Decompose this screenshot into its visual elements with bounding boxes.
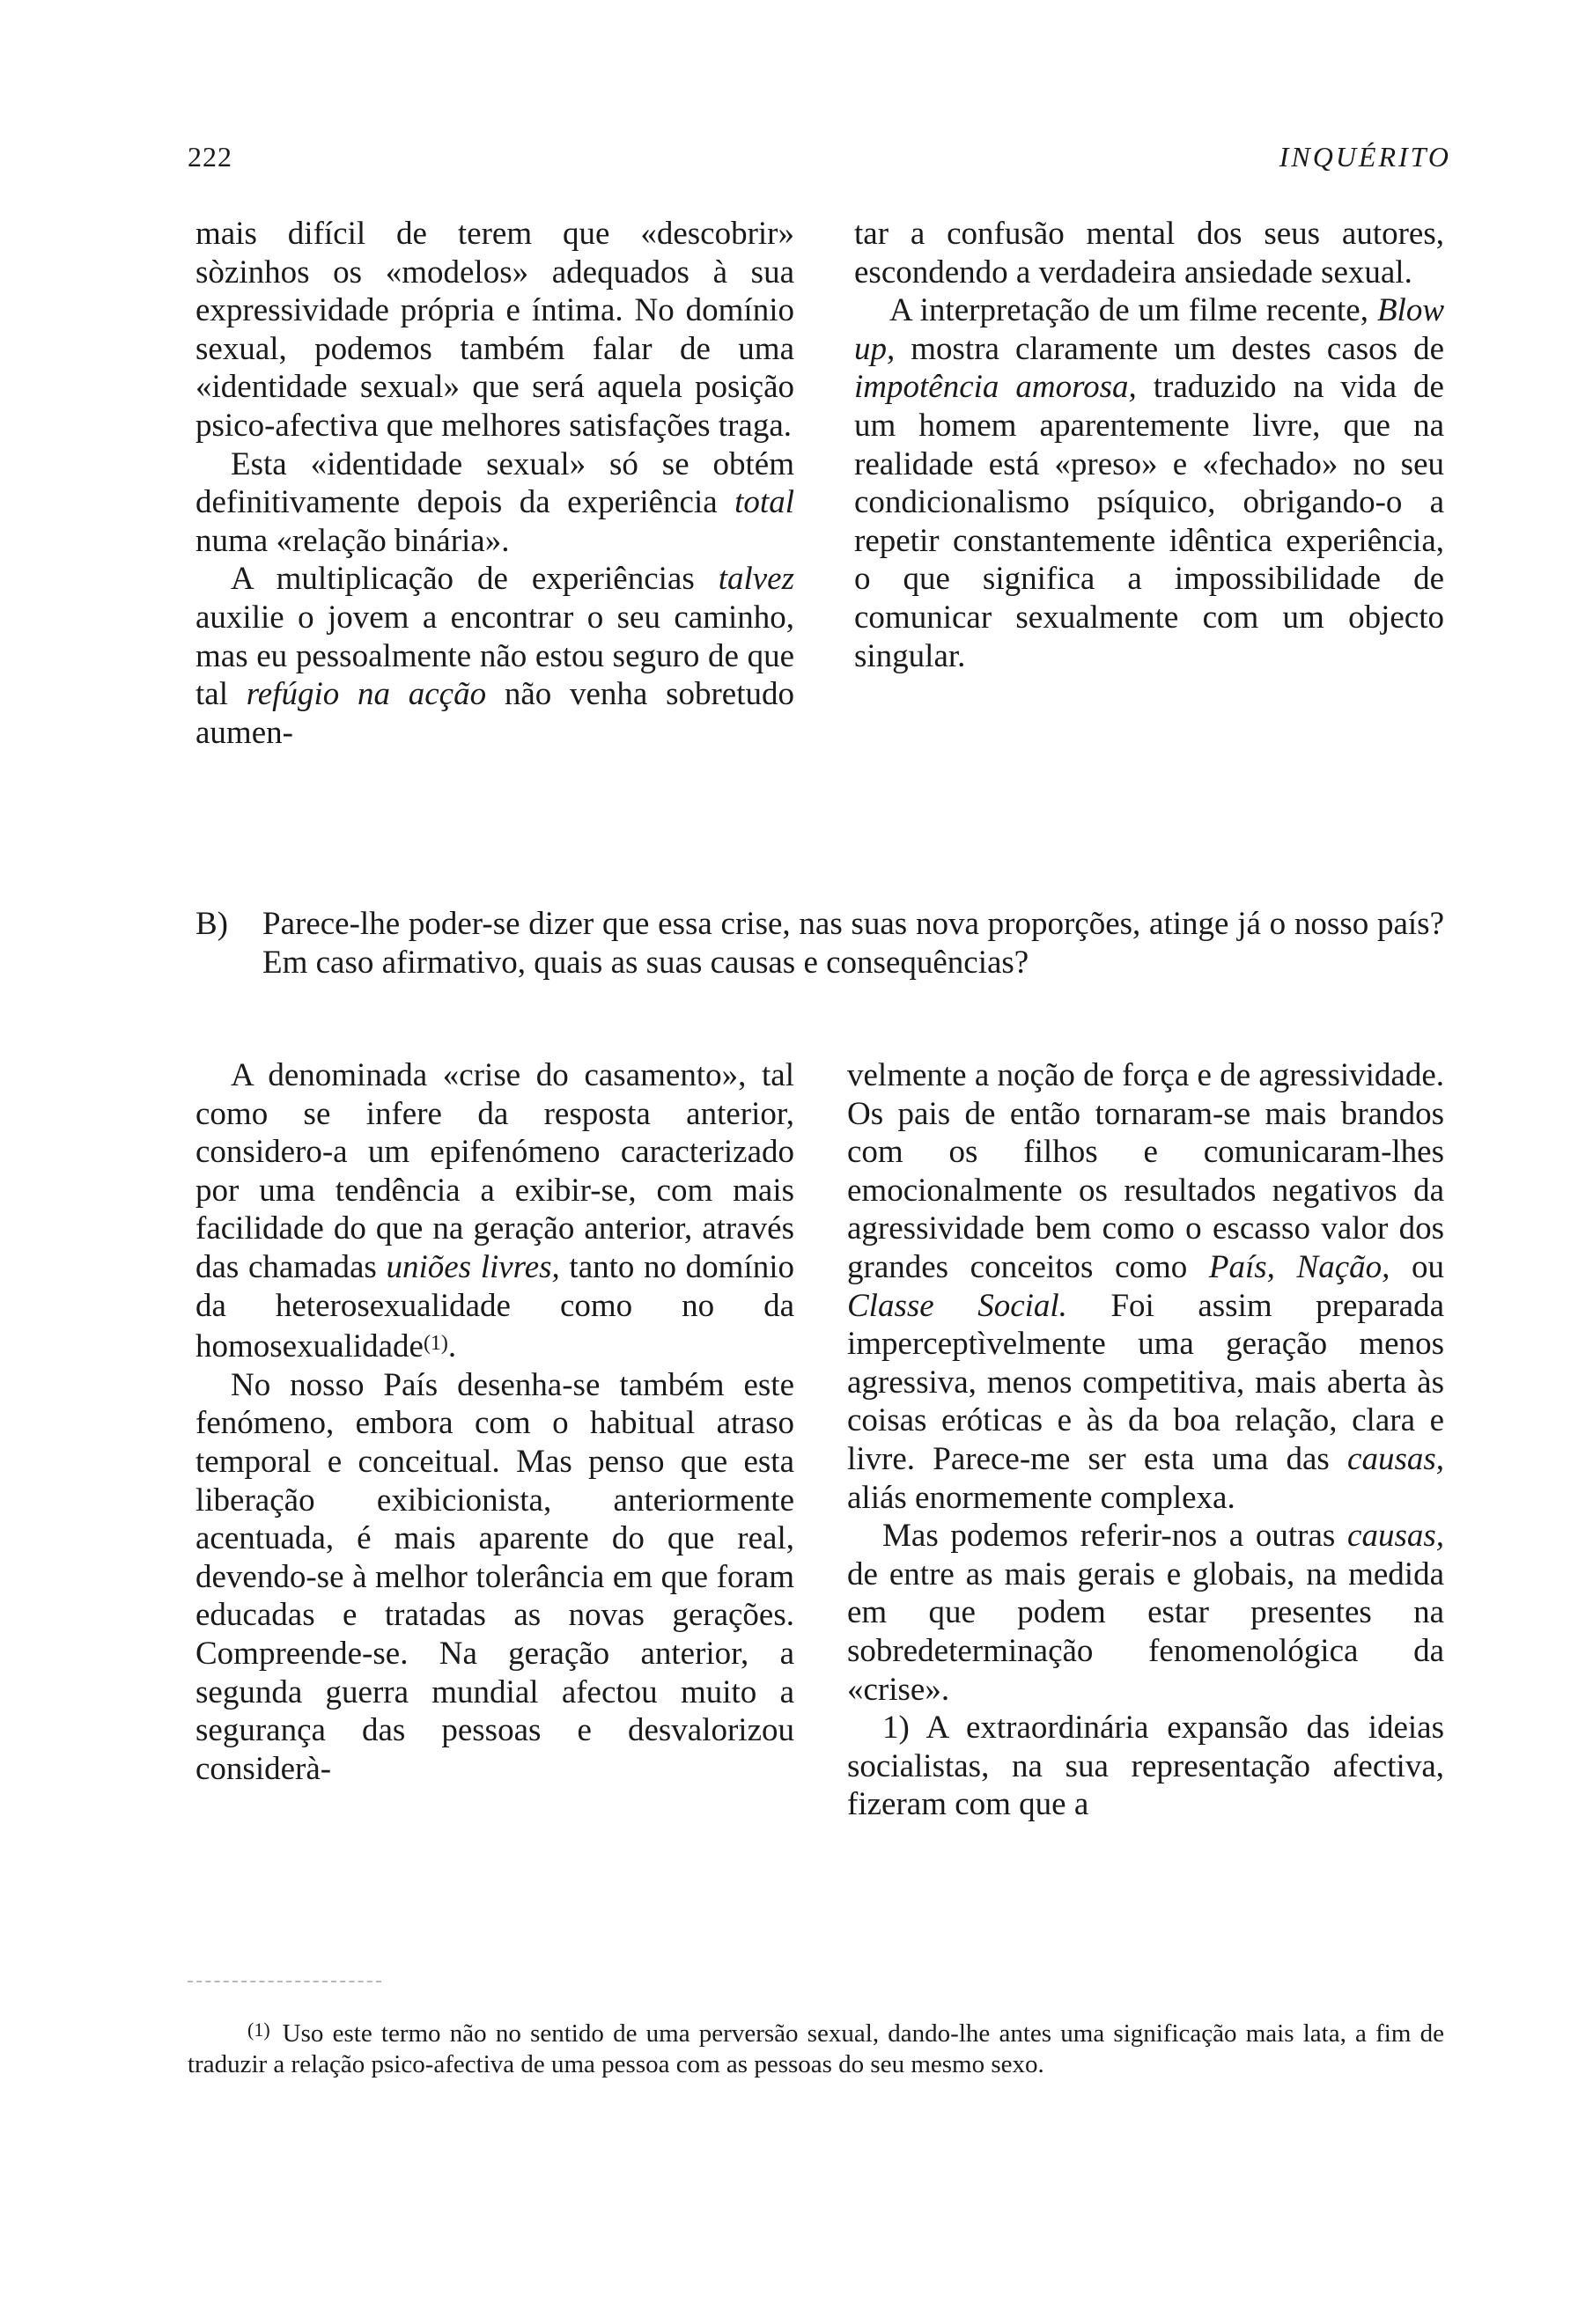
footnote-reference: (1) bbox=[423, 1332, 448, 1356]
bottom-right-column bbox=[847, 1056, 1444, 1824]
running-head: INQUÉRITO bbox=[1279, 141, 1451, 173]
paragraph: velmente a noção de força e de agressividade. Os pais de então tornaram-se mais brandos com os filhos e comunicaram-lhes emocionalmente os resultados negativos da agressividade bem como o escasso valor dos grandes conceitos como País, Nação, ou Classe Social. Foi assim preparada imperceptìvelmente uma geração menos agressiva, menos competitiva, mais aberta às coisas eróticas e às da boa relação, clara e livre. Parece-me ser esta uma das causas, aliás enormemente complexa. bbox=[847, 1057, 1445, 1516]
top-left-column bbox=[195, 215, 794, 752]
paragraph: No nosso País desenha-se também este fenómeno, embora com o habitual atraso temporal e conceitual. Mas penso que esta liberação exibicionista, anteriormente acentuada, é mais aparente do que real, devendo-se à melhor tolerância em que foram educadas e tratadas as novas gerações. Compreende-se. Na geração anterior, a segunda guerra mundial afectou muito a segurança das pessoas e desvalorizou considerà- bbox=[195, 1366, 794, 1787]
paragraph: Esta «identidade sexual» só se obtém definitivamente depois da experiência total numa «relação binária». bbox=[195, 445, 794, 559]
question-text: Parece-lhe poder-se dizer que essa crise, nas suas nova proporções, atinge já o nosso país? Em caso afirmativo, quais as suas causas e consequências? bbox=[262, 906, 1444, 981]
paragraph: Mas podemos referir-nos a outras causas, de entre as mais gerais e globais, na medida em que podem estar presentes na sobredeterminação fenomenológica da «crise». bbox=[847, 1518, 1445, 1708]
top-right-column bbox=[854, 215, 1444, 675]
survey-question bbox=[195, 905, 1444, 982]
footnote-marker: (1) bbox=[247, 2019, 270, 2041]
question-marker: B) bbox=[195, 906, 228, 942]
page-number: 222 bbox=[188, 141, 232, 173]
paragraph: tar a confusão mental dos seus autores, escondendo a verdadeira ansiedade sexual. bbox=[854, 216, 1444, 290]
bottom-left-column bbox=[195, 1056, 794, 1788]
footnote-text: Uso este termo não no sentido de uma perversão sexual, dando-lhe antes uma significação mais lata, a fim de traduzir a relação psico-afectiva de uma pessoa com as pessoas do seu mesmo sexo. bbox=[188, 2019, 1444, 2078]
paragraph: A multiplicação de experiências talvez auxilie o jovem a encontrar o seu caminho, mas eu pessoalmente não estou seguro de que tal refúgio na acção não venha sobretudo aumen- bbox=[195, 561, 795, 751]
footnote-divider bbox=[188, 1981, 381, 1982]
paragraph: mais difícil de terem que «descobrir» sòzinhos os «modelos» adequados à sua expressividade própria e íntima. No domínio sexual, podemos também falar de uma «identidade sexual» que será aquela posição psico-afectiva que melhores satisfações traga. bbox=[195, 216, 794, 444]
paragraph: A interpretação de um filme recente, Blow up, mostra claramente um destes casos de impotência amorosa, traduzido na vida de um homem aparentemente livre, que na realidade está «preso» e «fechado» no seu condicionalismo psíquico, obrigando-o a repetir constantemente idêntica experiência, o que significa a impossibilidade de comunicar sexualmente com um objecto singular. bbox=[854, 292, 1445, 674]
footnote bbox=[188, 2014, 1444, 2080]
paragraph: 1) A extraordinária expansão das ideias socialistas, na sua representação afectiva, fizeram com que a bbox=[847, 1710, 1444, 1823]
paragraph: A denominada «crise do casamento», tal como se infere da resposta anterior, considero-a um epifenómeno caracterizado por uma tendência a exibir-se, com mais facilidade do que na geração anterior, através das chamadas uniões livres, tanto no domínio da heterosexualidade como no da homosexualidade$^{(1)}$. bbox=[195, 1057, 795, 1365]
